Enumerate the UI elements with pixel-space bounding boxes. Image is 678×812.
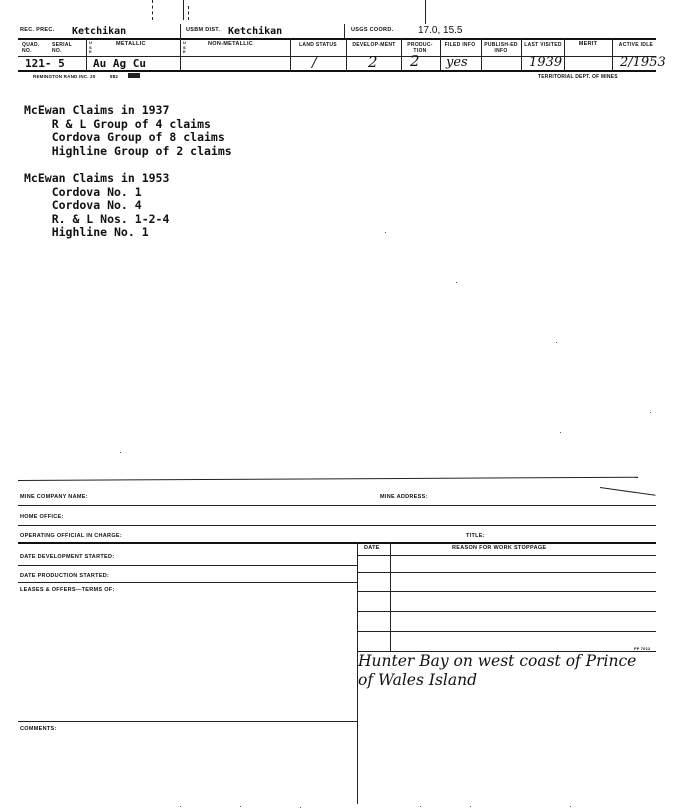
metallic-value: Au Ag Cu — [93, 57, 146, 70]
non-metallic-label: NON-METALLIC — [208, 41, 254, 47]
quad-no-label: QUAD. NO. — [22, 42, 40, 54]
development-value: 2 — [368, 53, 378, 71]
comments-label: COMMENTS: — [20, 726, 57, 732]
filed-info-value: yes — [446, 55, 468, 70]
note-line: Highline No. 1 — [24, 225, 149, 240]
top-tick-2 — [183, 0, 184, 20]
location-note-line-2: of Wales Island — [358, 671, 478, 689]
usgs-coord-label: USGS COORD. — [351, 27, 394, 33]
usgm-dist-label: USBM DIST. — [186, 27, 221, 33]
note-line: Cordova No. 1 — [24, 184, 142, 199]
location-note-line-1: Hunter Bay on west coast of Prince — [358, 652, 637, 670]
development-label: DEVELOP-MENT — [352, 42, 396, 48]
date-development-started-label: DATE DEVELOPMENT STARTED: — [20, 554, 115, 560]
rec-prec-value: Ketchikan — [72, 26, 127, 37]
printer-imprint: REMINGTON RAND INC. 20 — [33, 74, 96, 79]
merit-label: MERIT — [578, 41, 598, 47]
land-status-value: / — [312, 55, 317, 71]
reason-column-header: REASON FOR WORK STOPPAGE — [452, 545, 547, 551]
last-visited-value: 1939 — [529, 55, 563, 70]
use-nonmetallic-label: U S E — [183, 40, 187, 54]
use-metallic-label: U S E — [89, 40, 93, 54]
top-tick-3 — [188, 6, 189, 20]
rec-prec-label: REC. PREC. — [20, 27, 55, 33]
production-value: 2 — [410, 52, 420, 70]
usgm-dist-value: Ketchikan — [228, 26, 283, 37]
metallic-label: METALLIC — [116, 41, 146, 47]
form-number: 882 — [110, 74, 119, 79]
published-info-label: PUBLISH-ED INFO — [484, 42, 518, 54]
note-line: R. & L Nos. 1-2-4 — [24, 211, 170, 226]
top-tick-4 — [425, 0, 426, 24]
active-idle-label: ACTIVE IDLE — [618, 42, 654, 48]
last-visited-label: LAST VISITED — [524, 42, 562, 48]
mine-company-name-label: MINE COMPANY NAME: — [20, 494, 88, 500]
claims-notes — [24, 104, 232, 240]
printer-mark — [128, 73, 140, 78]
note-line: Cordova Group of 8 claims — [24, 130, 225, 145]
note-line: Cordova No. 4 — [24, 198, 142, 213]
leases-offers-label: LEASES & OFFERS—TERMS OF: — [20, 587, 115, 593]
filed-info-label: FILED INFO — [444, 42, 476, 48]
title-label: TITLE: — [466, 533, 485, 539]
production-label: PRODUC-TION — [407, 42, 433, 54]
note-line: R & L Group of 4 claims — [24, 116, 211, 131]
note-line: McEwan Claims in 1937 — [24, 103, 170, 117]
active-idle-value: 2/1953 — [620, 55, 666, 70]
home-office-label: HOME OFFICE: — [20, 514, 64, 520]
territorial-dept-label: TERRITORIAL DEPT. OF MINES — [538, 74, 618, 80]
quad-serial-value: 121- 5 — [25, 57, 65, 70]
usgs-coord-value: 17.0, 15.5 — [418, 25, 463, 36]
form-code: FP 7012 — [634, 646, 651, 651]
date-production-started-label: DATE PRODUCTION STARTED: — [20, 573, 110, 579]
note-line: Highline Group of 2 claims — [24, 143, 232, 158]
note-line — [24, 158, 232, 172]
operating-official-label: OPERATING OFFICIAL IN CHARGE: — [20, 533, 122, 539]
mine-address-label: MINE ADDRESS: — [380, 494, 428, 500]
note-line: McEwan Claims in 1953 — [24, 170, 170, 185]
date-column-header: DATE — [364, 545, 380, 551]
land-status-label: LAND STATUS — [299, 42, 337, 48]
serial-no-label: SERIAL NO. — [52, 42, 73, 54]
top-tick-1 — [152, 0, 153, 20]
